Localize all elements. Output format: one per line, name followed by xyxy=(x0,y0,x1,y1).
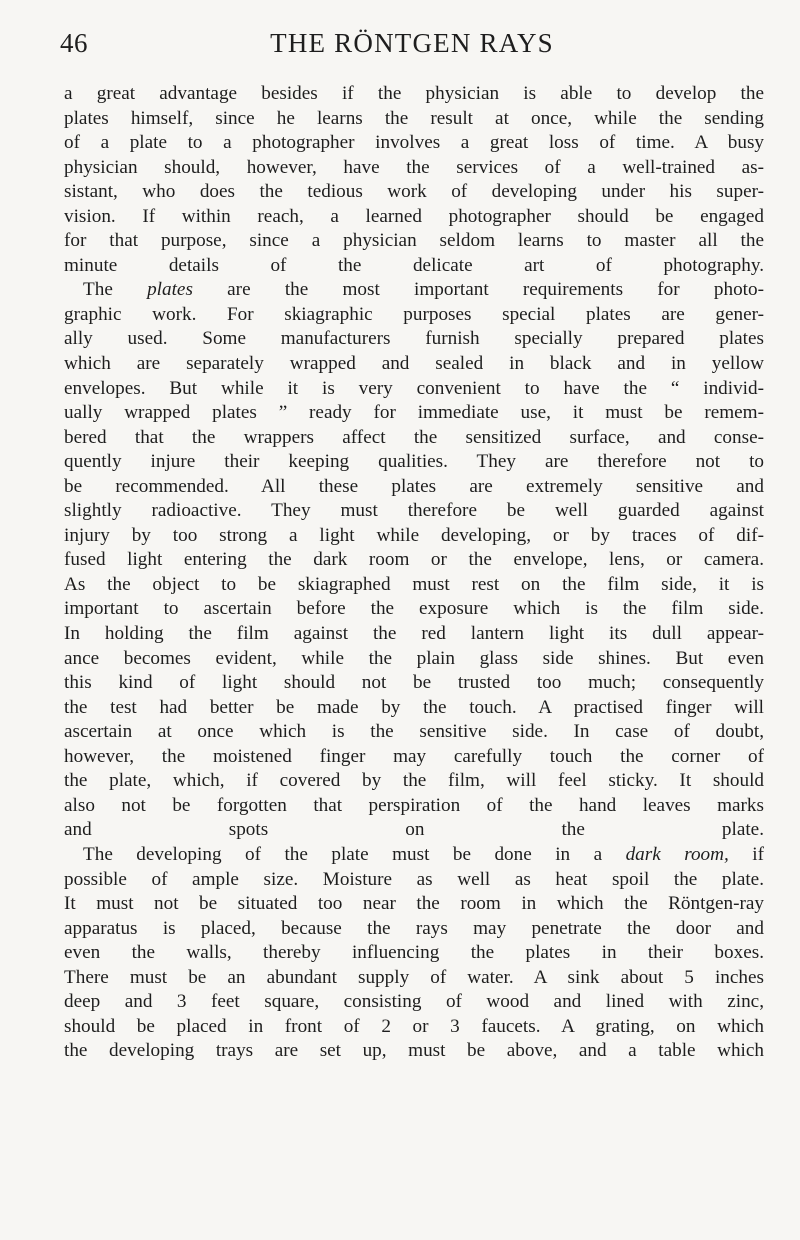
italic-term: plates xyxy=(147,279,193,301)
text-line xyxy=(64,156,764,181)
text-line xyxy=(64,450,764,475)
text-line xyxy=(64,671,764,696)
line-text: minute details of the delicate art of photography. xyxy=(64,254,764,276)
text-line xyxy=(64,327,764,352)
line-text: The developing of the plate must be done in a xyxy=(83,843,626,865)
text-line xyxy=(64,229,764,254)
line-text: the plate, which, if covered by the film, will feel sticky. It should xyxy=(64,770,764,792)
text-line xyxy=(64,818,764,843)
text-line xyxy=(64,622,764,647)
line-text: important to ascertain before the exposure which is the film side. xyxy=(64,598,764,620)
line-text: and spots on the plate. xyxy=(64,819,764,841)
text-line xyxy=(64,377,764,402)
text-line xyxy=(64,745,764,770)
line-text: It must not be situated too near the room in which the Röntgen-ray xyxy=(64,893,764,915)
line-text: sistant, who does the tedious work of developing under his super- xyxy=(64,181,764,203)
text-line xyxy=(64,769,764,794)
paragraph-start-line xyxy=(64,843,764,868)
line-text: are the most important requirements for photo- xyxy=(192,279,764,301)
line-text: plates himself, since he learns the result at once, while the sending xyxy=(64,107,764,129)
text-line xyxy=(64,82,764,107)
line-text: graphic work. For skiagraphic purposes special plates are gener- xyxy=(64,303,764,325)
text-line xyxy=(64,1039,764,1064)
line-text: possible of ample size. Moisture as well as heat spoil the plate. xyxy=(64,868,764,890)
line-text: bered that the wrappers affect the sensitized surface, and conse- xyxy=(64,426,764,448)
line-text: ance becomes evident, while the plain glass side shines. But even xyxy=(64,647,764,669)
line-text: As the object to be skiagraphed must rest on the film side, it is xyxy=(64,573,764,595)
paragraph-start-line xyxy=(64,278,764,303)
text-line xyxy=(64,524,764,549)
text-line xyxy=(64,647,764,672)
line-text: envelopes. But while it is very convenient to have the “ individ- xyxy=(64,377,764,399)
line-text: deep and 3 feet square, consisting of wood and lined with zinc, xyxy=(64,991,764,1013)
line-text: apparatus is placed, because the rays may penetrate the door and xyxy=(64,917,764,939)
line-text: if xyxy=(728,843,764,865)
line-text: also not be forgotten that perspiration of the hand leaves marks xyxy=(64,794,764,816)
text-line xyxy=(64,1015,764,1040)
line-text: injury by too strong a light while developing, or by traces of dif- xyxy=(64,524,764,546)
text-line xyxy=(64,597,764,622)
text-line xyxy=(64,180,764,205)
line-text: this kind of light should not be trusted too much; consequently xyxy=(64,672,764,694)
text-line xyxy=(64,499,764,524)
running-title: THE RÖNTGEN RAYS xyxy=(270,28,554,58)
text-line xyxy=(64,303,764,328)
text-line xyxy=(64,892,764,917)
line-text: which are separately wrapped and sealed in black and in yellow xyxy=(64,353,764,375)
italic-term: dark room, xyxy=(625,843,729,865)
body-text xyxy=(64,82,764,1064)
page-number: 46 xyxy=(60,28,88,58)
text-line xyxy=(64,254,764,279)
line-text: however, the moistened finger may carefully touch the corner of xyxy=(64,745,764,767)
text-line xyxy=(64,696,764,721)
line-text: even the walls, thereby influencing the plates in their boxes. xyxy=(64,942,764,964)
text-line xyxy=(64,941,764,966)
line-text: ascertain at once which is the sensitive side. In case of doubt, xyxy=(64,721,764,743)
text-line xyxy=(64,205,764,230)
line-text: of a plate to a photographer involves a great loss of time. A busy xyxy=(64,132,764,154)
text-line xyxy=(64,720,764,745)
line-text: vision. If within reach, a learned photographer should be engaged xyxy=(64,205,764,227)
text-line xyxy=(64,966,764,991)
text-line xyxy=(64,917,764,942)
text-line xyxy=(64,475,764,500)
line-text: The xyxy=(83,279,148,301)
running-head xyxy=(60,26,764,60)
text-line xyxy=(64,794,764,819)
text-line xyxy=(64,352,764,377)
line-text: There must be an abundant supply of water. A sink about 5 inches xyxy=(64,966,764,988)
line-text: for that purpose, since a physician seldom learns to master all the xyxy=(64,230,764,252)
text-line xyxy=(64,548,764,573)
line-text: slightly radioactive. They must therefore be well guarded against xyxy=(64,500,764,522)
text-line xyxy=(64,401,764,426)
text-line xyxy=(64,107,764,132)
line-text: should be placed in front of 2 or 3 faucets. A grating, on which xyxy=(64,1015,764,1037)
line-text: the developing trays are set up, must be above, and a table which xyxy=(64,1040,764,1062)
text-line xyxy=(64,990,764,1015)
line-text: ally used. Some manufacturers furnish specially prepared plates xyxy=(64,328,764,350)
line-text: physician should, however, have the services of a well-trained as- xyxy=(64,156,764,178)
line-text: In holding the film against the red lantern light its dull appear- xyxy=(64,623,764,645)
text-line xyxy=(64,868,764,893)
text-line xyxy=(64,573,764,598)
line-text: be recommended. All these plates are extremely sensitive and xyxy=(64,475,764,497)
line-text: fused light entering the dark room or the envelope, lens, or camera. xyxy=(64,549,764,571)
line-text: the test had better be made by the touch. A practised finger will xyxy=(64,696,764,718)
text-line xyxy=(64,426,764,451)
line-text: quently injure their keeping qualities. They are therefore not to xyxy=(64,451,764,473)
text-line xyxy=(64,131,764,156)
line-text: ually wrapped plates ” ready for immediate use, it must be remem- xyxy=(64,402,764,424)
line-text: a great advantage besides if the physician is able to develop the xyxy=(64,83,764,104)
